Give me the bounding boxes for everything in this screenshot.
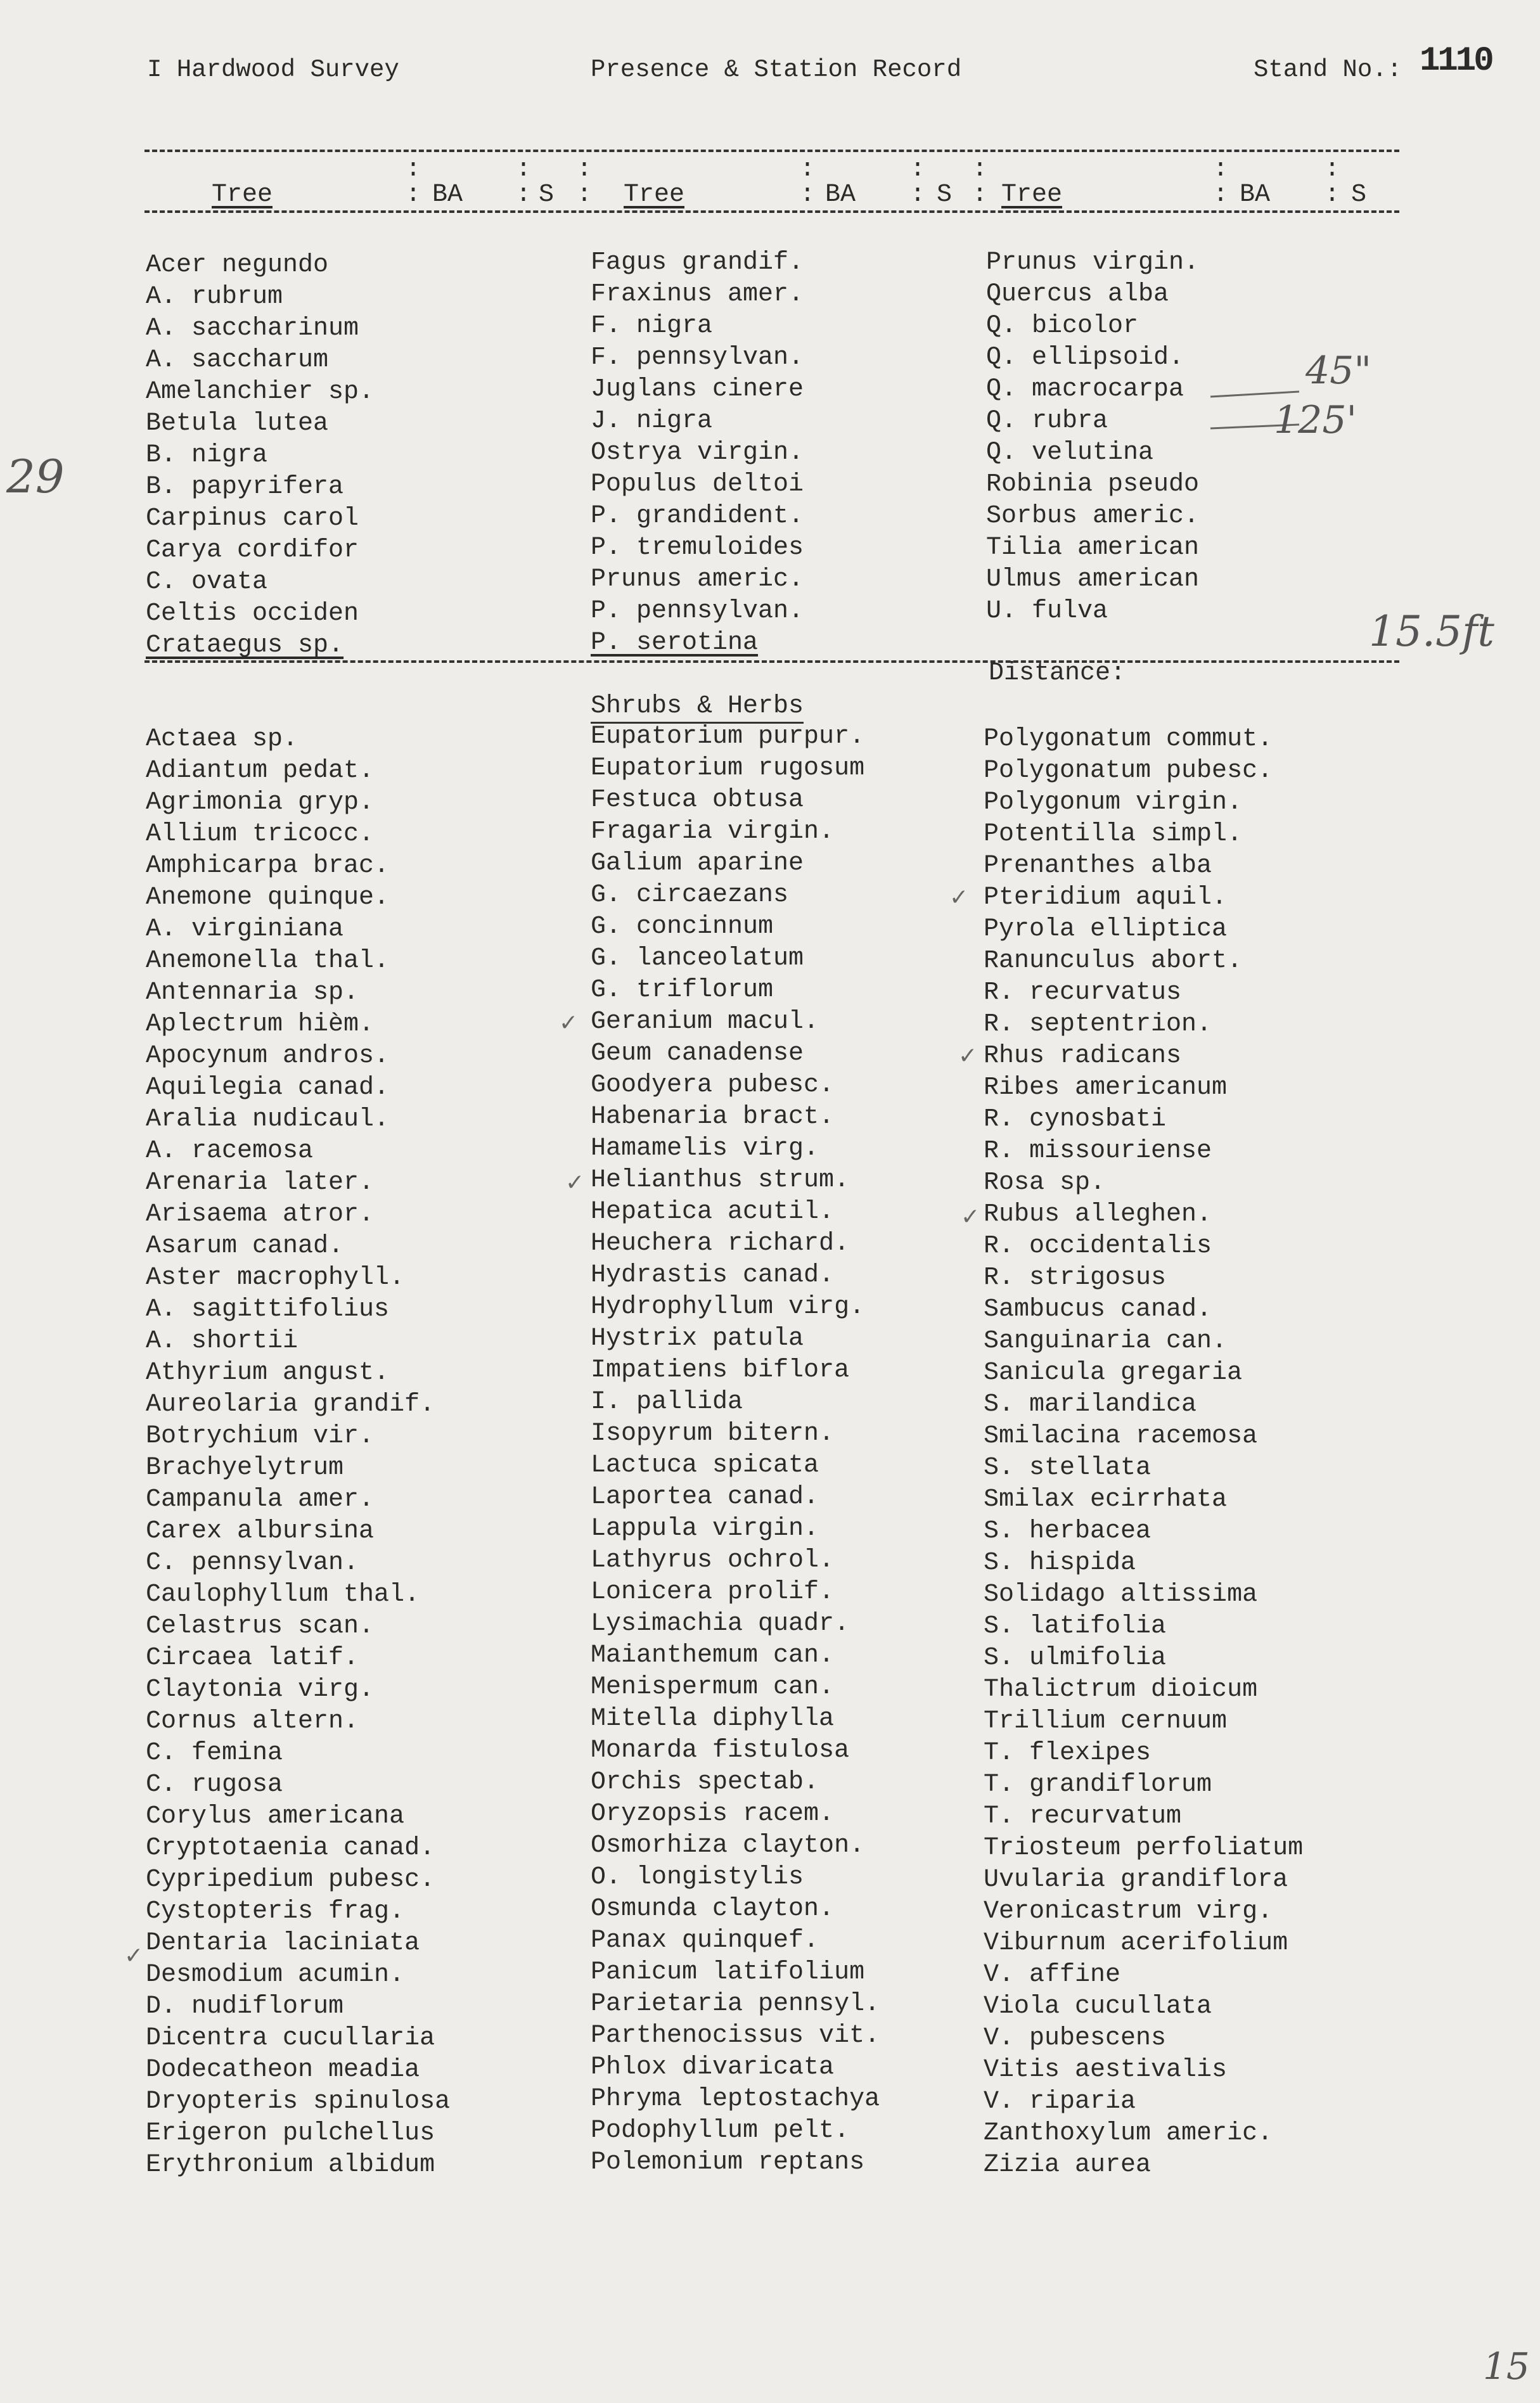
tree-list-col1 xyxy=(146,250,374,662)
separator-colons: : : xyxy=(1213,155,1229,209)
herb-species-item: Polygonatum pubesc. xyxy=(984,757,1273,785)
tree-species-item: F. nigra xyxy=(591,312,713,340)
herb-species-item: A. racemosa xyxy=(146,1137,314,1165)
tree-species-item: P. grandident. xyxy=(591,502,804,530)
herb-species-item: I. pallida xyxy=(591,1388,743,1416)
rubra-note: 125' xyxy=(1274,398,1357,442)
herb-species-item: V. pubescens xyxy=(984,2024,1167,2053)
herb-species-item: Carex albursina xyxy=(146,1517,375,1546)
macrocarpa-note: 45" xyxy=(1306,349,1371,393)
herb-species-item: Antennaria sp. xyxy=(146,978,359,1007)
herb-species-item: R. recurvatus xyxy=(984,978,1182,1007)
herb-species-item: Anemonella thal. xyxy=(146,947,390,975)
herb-species-item: R. occidentalis xyxy=(984,1232,1212,1260)
herb-species-item: G. lanceolatum xyxy=(591,944,804,973)
tree-species-item: P. pennsylvan. xyxy=(591,597,804,625)
tree-species-item: A. saccharum xyxy=(146,346,329,375)
herb-species-item: T. grandiflorum xyxy=(984,1771,1212,1799)
herb-species-item: Lonicera prolif. xyxy=(591,1578,835,1606)
herb-species-item: Parthenocissus vit. xyxy=(591,2022,880,2050)
herb-species-item: Celastrus scan. xyxy=(146,1612,375,1641)
herb-species-item: Agrimonia gryp. xyxy=(146,788,375,817)
herb-species-item: V. affine xyxy=(984,1961,1121,1989)
herb-species-item: Athyrium angust. xyxy=(146,1359,390,1387)
herb-species-item: C. rugosa xyxy=(146,1771,283,1799)
herb-species-item: Parietaria pennsyl. xyxy=(591,1990,880,2018)
col3-tree-header: Tree xyxy=(1001,181,1063,209)
herb-species-item: R. cynosbati xyxy=(984,1105,1167,1134)
herb-species-item: Rhus radicans xyxy=(984,1042,1182,1070)
col1-tree-header: Tree xyxy=(212,181,273,209)
herb-species-item: V. riparia xyxy=(984,2087,1136,2116)
herb-species-item: Claytonia virg. xyxy=(146,1676,375,1704)
herb-species-item: Trillium cernuum xyxy=(984,1707,1228,1736)
herb-species-item: Cornus altern. xyxy=(146,1707,359,1736)
herb-species-item: Aplectrum hièm. xyxy=(146,1010,375,1039)
herb-species-item: Arenaria later. xyxy=(146,1169,375,1197)
herb-species-item: Fragaria virgin. xyxy=(591,817,835,846)
herb-species-item: Goodyera pubesc. xyxy=(591,1071,835,1099)
tree-species-item: B. nigra xyxy=(146,441,268,470)
herb-species-item: Allium tricocc. xyxy=(146,820,375,849)
herb-species-item: Zizia aurea xyxy=(984,2151,1152,2179)
herb-species-item: S. marilandica xyxy=(984,1390,1197,1419)
herb-species-item: Hystrix patula xyxy=(591,1324,804,1353)
herb-species-item: Lysimachia quadr. xyxy=(591,1610,850,1638)
herb-species-item: D. nudiflorum xyxy=(146,1992,344,2021)
col1-ba-header: BA xyxy=(432,181,463,209)
tree-species-item: Prunus virgin. xyxy=(986,248,1200,277)
tree-species-item: C. ovata xyxy=(146,568,268,596)
tree-species-item: Betula lutea xyxy=(146,409,329,438)
herb-species-item: Pyrola elliptica xyxy=(984,915,1228,944)
checkmark-icon: ✓ xyxy=(961,1204,980,1230)
stand-label: Stand No.: xyxy=(1254,56,1402,84)
tree-species-item: Juglans cinere xyxy=(591,375,804,404)
herb-species-item: Campanula amer. xyxy=(146,1485,375,1514)
herb-species-item: Podophyllum pelt. xyxy=(591,2117,850,2145)
herb-species-item: Mitella diphylla xyxy=(591,1705,835,1733)
herb-species-item: Phryma leptostachya xyxy=(591,2085,880,2113)
herb-species-item: Desmodium acumin. xyxy=(146,1961,405,1989)
herb-species-item: Smilacina racemosa xyxy=(984,1422,1258,1451)
tree-species-item: Robinia pseudo xyxy=(986,470,1200,499)
herb-species-item: S. ulmifolia xyxy=(984,1644,1167,1672)
herb-species-item: Aralia nudicaul. xyxy=(146,1105,390,1134)
herb-species-item: Monarda fistulosa xyxy=(591,1736,850,1765)
herb-species-item: Uvularia grandiflora xyxy=(984,1866,1288,1894)
herb-species-item: Osmorhiza clayton. xyxy=(591,1831,865,1860)
herb-species-item: Rubus alleghen. xyxy=(984,1200,1212,1229)
survey-title: I Hardwood Survey xyxy=(147,56,399,84)
herb-species-item: Amphicarpa brac. xyxy=(146,852,390,880)
shrubs-list-col2 xyxy=(591,721,880,2179)
herb-species-item: G. concinnum xyxy=(591,913,774,941)
herb-species-item: Isopyrum bitern. xyxy=(591,1419,835,1448)
herb-species-item: Impatiens biflora xyxy=(591,1356,850,1385)
herb-species-item: S. hispida xyxy=(984,1549,1136,1577)
tree-species-item: J. nigra xyxy=(591,407,713,435)
herb-species-item: Caulophyllum thal. xyxy=(146,1580,420,1609)
herb-species-item: Heuchera richard. xyxy=(591,1229,850,1258)
herb-species-item: Dodecatheon meadia xyxy=(146,2056,420,2084)
tree-species-item: A. rubrum xyxy=(146,283,283,311)
shrubs-herbs-title: Shrubs & Herbs xyxy=(591,692,804,724)
tree-species-item: Prunus americ. xyxy=(591,565,804,594)
herb-species-item: G. circaezans xyxy=(591,881,789,909)
herb-species-item: Aureolaria grandif. xyxy=(146,1390,435,1419)
separator-colons: : : xyxy=(910,155,926,209)
herb-species-item: Aquilegia canad. xyxy=(146,1073,390,1102)
checkmark-icon: ✓ xyxy=(958,1043,978,1069)
herb-species-item: Triosteum perfoliatum xyxy=(984,1834,1304,1862)
herb-species-item: Potentilla simpl. xyxy=(984,820,1243,849)
herb-species-item: Smilax ecirrhata xyxy=(984,1485,1228,1514)
col2-tree-header: Tree xyxy=(624,181,685,209)
herb-species-item: Adiantum pedat. xyxy=(146,757,375,785)
herb-species-item: Thalictrum dioicum xyxy=(984,1676,1258,1704)
herb-species-item: Menispermum can. xyxy=(591,1673,835,1701)
tree-species-item: Crataegus sp. xyxy=(146,631,344,660)
col2-s-header: S xyxy=(937,181,953,209)
herb-species-item: Ribes americanum xyxy=(984,1073,1228,1102)
tree-species-item: Carpinus carol xyxy=(146,504,359,533)
herb-species-item: Hydrastis canad. xyxy=(591,1261,835,1290)
checkmark-icon: ✓ xyxy=(949,885,969,911)
herb-species-item: Apocynum andros. xyxy=(146,1042,390,1070)
tree-species-item: P. tremuloides xyxy=(591,534,804,562)
herb-species-item: Eupatorium purpur. xyxy=(591,722,865,751)
herb-species-item: Dryopteris spinulosa xyxy=(146,2087,451,2116)
herb-species-item: Lactuca spicata xyxy=(591,1451,819,1480)
tree-list-col2 xyxy=(591,247,804,659)
col1-s-header: S xyxy=(539,181,555,209)
herb-species-item: S. herbacea xyxy=(984,1517,1152,1546)
checkmark-icon: ✓ xyxy=(124,1943,144,1969)
tree-species-item: A. saccharinum xyxy=(146,314,359,343)
herb-species-item: Polygonatum commut. xyxy=(984,725,1273,753)
herb-species-item: Anemone quinque. xyxy=(146,883,390,912)
tree-species-item: Q. macrocarpa xyxy=(986,375,1184,404)
tree-species-item: F. pennsylvan. xyxy=(591,343,804,372)
herb-species-item: Sambucus canad. xyxy=(984,1295,1212,1324)
herb-species-item: Galium aparine xyxy=(591,849,804,878)
separator-colons: : : xyxy=(516,155,532,209)
herb-species-item: S. latifolia xyxy=(984,1612,1167,1641)
herb-species-item: Hamamelis virg. xyxy=(591,1134,819,1163)
separator-colons: : : xyxy=(577,155,593,209)
herb-species-item: Polemonium reptans xyxy=(591,2148,865,2177)
herb-species-item: Prenanthes alba xyxy=(984,852,1212,880)
herb-species-item: Orchis spectab. xyxy=(591,1768,819,1797)
stand-number: 1110 xyxy=(1420,42,1492,80)
tree-species-item: Amelanchier sp. xyxy=(146,378,375,406)
herb-species-item: Arisaema atror. xyxy=(146,1200,375,1229)
distance-label: Distance: xyxy=(989,659,1126,688)
tree-species-item: Acer negundo xyxy=(146,251,329,279)
tree-list-col3 xyxy=(986,247,1199,627)
herb-species-item: Laportea canad. xyxy=(591,1483,819,1511)
tree-species-item: Celtis occiden xyxy=(146,599,359,628)
herb-species-item: Geum canadense xyxy=(591,1039,804,1068)
tree-species-item: Q. bicolor xyxy=(986,312,1139,340)
herb-species-item: Erigeron pulchellus xyxy=(146,2119,435,2148)
tree-species-item: Ulmus american xyxy=(986,565,1200,594)
tree-species-item: Sorbus americ. xyxy=(986,502,1200,530)
herb-species-item: Cryptotaenia canad. xyxy=(146,1834,435,1862)
tree-species-item: Q. velutina xyxy=(986,439,1154,467)
herb-species-item: Actaea sp. xyxy=(146,725,298,753)
herb-species-item: Pteridium aquil. xyxy=(984,883,1228,912)
herb-species-item: Panax quinquef. xyxy=(591,1926,819,1955)
header-rule xyxy=(144,210,1399,213)
checkmark-icon: ✓ xyxy=(559,1010,579,1036)
herb-species-item: C. femina xyxy=(146,1739,283,1767)
distance-value-note: 15.5ft xyxy=(1369,607,1494,656)
herb-species-item: Geranium macul. xyxy=(591,1008,819,1036)
shrubs-list-col3 xyxy=(984,724,1303,2181)
herb-species-item: Lathyrus ochrol. xyxy=(591,1546,835,1575)
tree-species-item: Fagus grandif. xyxy=(591,248,804,277)
herb-species-item: T. recurvatum xyxy=(984,1802,1182,1831)
tree-species-item: Tilia american xyxy=(986,534,1200,562)
record-title: Presence & Station Record xyxy=(591,56,962,84)
separator-colons: : : xyxy=(800,155,816,209)
separator-colons: : : xyxy=(406,155,421,209)
col3-ba-header: BA xyxy=(1240,181,1271,209)
herb-species-item: Osmunda clayton. xyxy=(591,1895,835,1923)
tree-species-item: B. papyrifera xyxy=(146,473,344,501)
herb-species-item: Dicentra cucullaria xyxy=(146,2024,435,2053)
separator-colons: : : xyxy=(1325,155,1340,209)
herb-species-item: Cypripedium pubesc. xyxy=(146,1866,435,1894)
herb-species-item: A. sagittifolius xyxy=(146,1295,390,1324)
herb-species-item: Corylus americana xyxy=(146,1802,405,1831)
herb-species-item: Viola cucullata xyxy=(984,1992,1212,2021)
herb-species-item: Aster macrophyll. xyxy=(146,1264,405,1292)
herb-species-item: A. shortii xyxy=(146,1327,298,1355)
herb-species-item: Rosa sp. xyxy=(984,1169,1106,1197)
herb-species-item: Erythronium albidum xyxy=(146,2151,435,2179)
herb-species-item: Phlox divaricata xyxy=(591,2053,835,2082)
shrubs-list-col1 xyxy=(146,724,450,2181)
herb-species-item: Brachyelytrum xyxy=(146,1454,344,1482)
herb-species-item: C. pennsylvan. xyxy=(146,1549,359,1577)
tree-species-item: Fraxinus amer. xyxy=(591,280,804,309)
herb-species-item: Vitis aestivalis xyxy=(984,2056,1228,2084)
herb-species-item: Zanthoxylum americ. xyxy=(984,2119,1273,2148)
herb-species-item: Hepatica acutil. xyxy=(591,1198,835,1226)
herb-species-item: Viburnum acerifolium xyxy=(984,1929,1288,1958)
herb-species-item: Ranunculus abort. xyxy=(984,947,1243,975)
herb-species-item: Dentaria laciniata xyxy=(146,1929,420,1958)
herb-species-item: Festuca obtusa xyxy=(591,786,804,814)
herb-species-item: Sanguinaria can. xyxy=(984,1327,1228,1355)
herb-species-item: Helianthus strum. xyxy=(591,1166,850,1195)
herb-species-item: G. triflorum xyxy=(591,976,774,1004)
herb-species-item: Maianthemum can. xyxy=(591,1641,835,1670)
herb-species-item: Cystopteris frag. xyxy=(146,1897,405,1926)
herb-species-item: Solidago altissima xyxy=(984,1580,1258,1609)
checkmark-icon: ✓ xyxy=(565,1170,585,1196)
herb-species-item: Polygonum virgin. xyxy=(984,788,1243,817)
separator-colons: : : xyxy=(972,155,988,209)
herb-species-item: Oryzopsis racem. xyxy=(591,1800,835,1828)
herb-species-item: Panicum latifolium xyxy=(591,1958,865,1987)
trees-bottom-rule xyxy=(144,660,1399,663)
herb-species-item: Circaea latif. xyxy=(146,1644,359,1672)
herb-species-item: Lappula virgin. xyxy=(591,1515,819,1543)
tree-species-item: U. fulva xyxy=(986,597,1108,625)
herb-species-item: O. longistylis xyxy=(591,1863,804,1892)
herb-species-item: Veronicastrum virg. xyxy=(984,1897,1273,1926)
tree-species-item: Q. rubra xyxy=(986,407,1108,435)
herb-species-item: Hydrophyllum virg. xyxy=(591,1293,865,1321)
herb-species-item: Asarum canad. xyxy=(146,1232,344,1260)
page-number-note: 15 xyxy=(1483,2345,1530,2388)
herb-species-item: T. flexipes xyxy=(984,1739,1152,1767)
tree-species-item: P. serotina xyxy=(591,629,759,657)
herb-species-item: Botrychium vir. xyxy=(146,1422,375,1451)
herb-species-item: S. stellata xyxy=(984,1454,1152,1482)
herb-species-item: Sanicula gregaria xyxy=(984,1359,1243,1387)
herb-species-item: R. missouriense xyxy=(984,1137,1212,1165)
herb-species-item: Habenaria bract. xyxy=(591,1103,835,1131)
col3-s-header: S xyxy=(1351,181,1367,209)
herb-species-item: A. virginiana xyxy=(146,915,344,944)
col2-ba-header: BA xyxy=(825,181,856,209)
tree-species-item: Populus deltoi xyxy=(591,470,804,499)
margin-number-note: 29 xyxy=(6,450,65,503)
herb-species-item: R. septentrion. xyxy=(984,1010,1212,1039)
herb-species-item: R. strigosus xyxy=(984,1264,1167,1292)
tree-species-item: Carya cordifor xyxy=(146,536,359,565)
tree-species-item: Ostrya virgin. xyxy=(591,439,804,467)
tree-species-item: Quercus alba xyxy=(986,280,1169,309)
herb-species-item: Eupatorium rugosum xyxy=(591,754,865,783)
tree-species-item: Q. ellipsoid. xyxy=(986,343,1184,372)
top-rule xyxy=(144,150,1399,152)
